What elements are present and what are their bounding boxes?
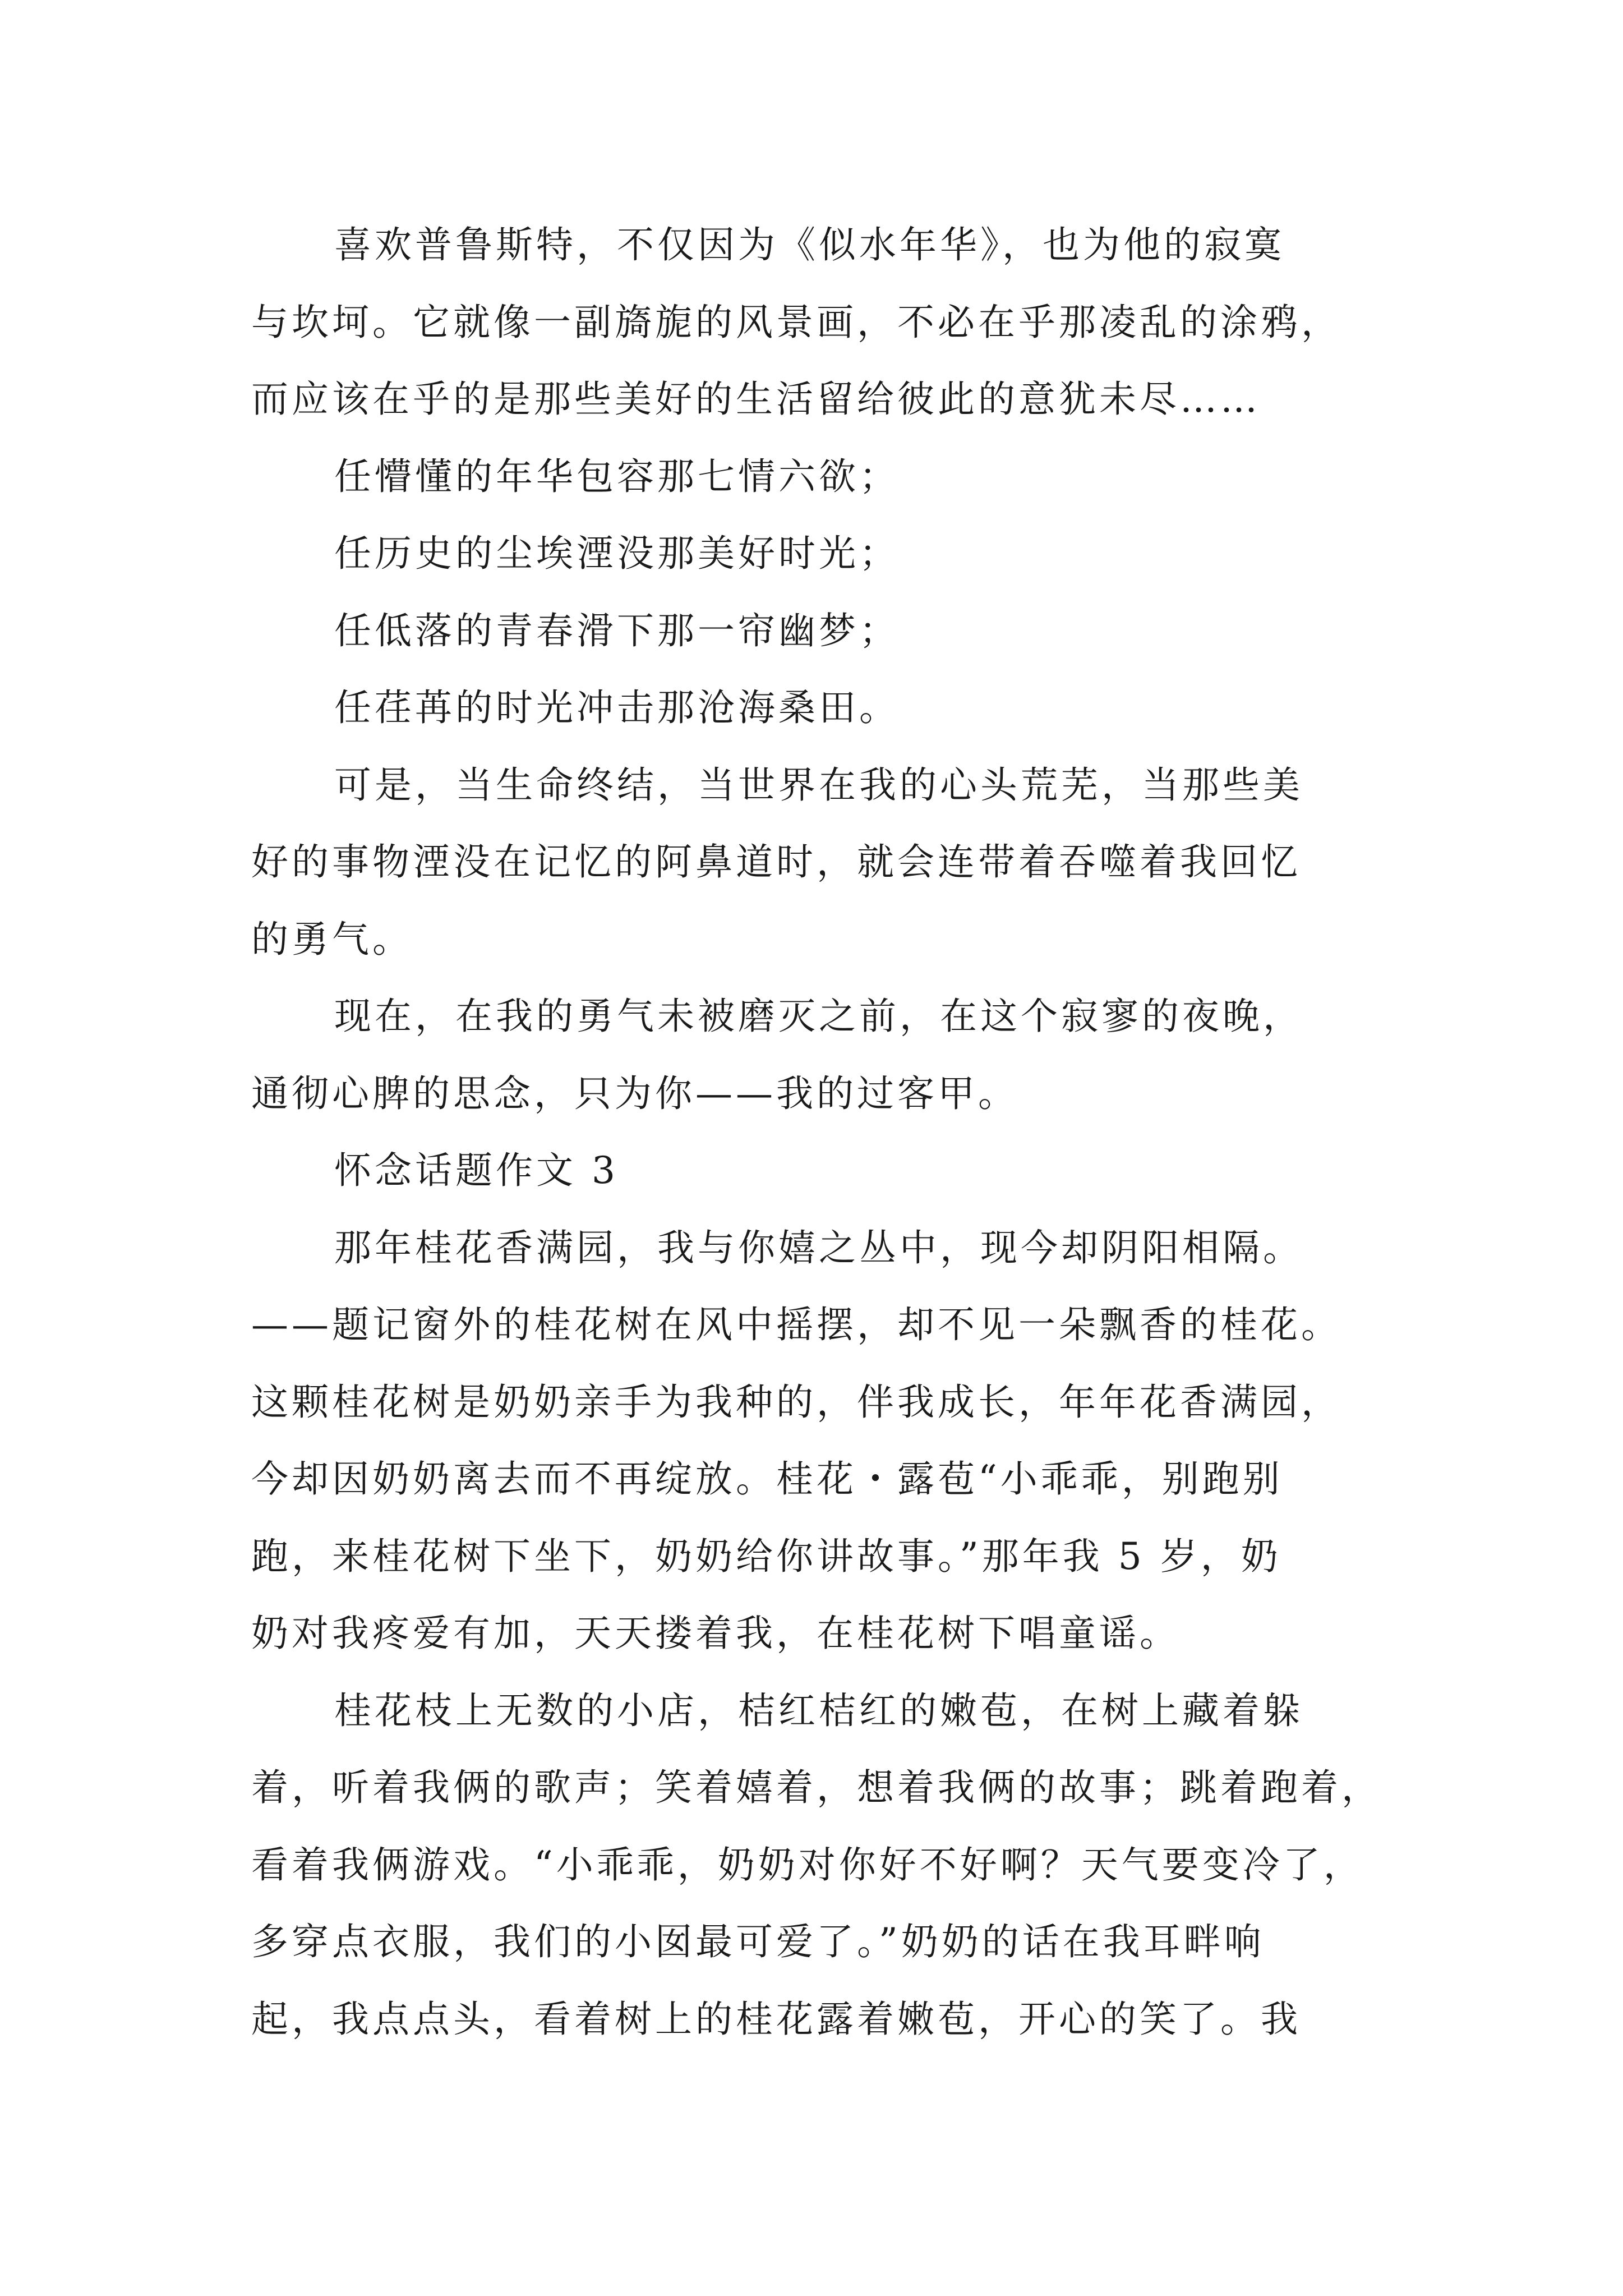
body-text — [251, 206, 1390, 2058]
text-line: 奶对我疼爱有加，天天搂着我，在桂花树下唱童谣。 — [251, 1612, 1180, 1655]
text-line: 这颗桂花树是奶奶亲手为我种的，伴我成长，年年花香满园， — [251, 1380, 1341, 1424]
text-line: 任低落的青春滑下那一帘幽梦； — [334, 609, 900, 652]
text-line: 起，我点点头，看着树上的桂花露着嫩苞，开心的笑了。我 — [251, 1997, 1301, 2041]
text-line: 桂花枝上无数的小店，桔红桔红的嫩苞，在树上藏着躲 — [334, 1688, 1303, 1732]
text-line: 跑，来桂花树下坐下，奶奶给你讲故事。”那年我 5 岁，奶 — [251, 1534, 1281, 1578]
text-line: 任懵懂的年华包容那七情六欲； — [334, 454, 900, 498]
text-line: 任荏苒的时光冲击那沧海桑田。 — [334, 686, 900, 729]
text-line: 那年桂花香满园，我与你嬉之丛中，现今却阴阳相隔。 — [334, 1226, 1303, 1269]
text-line: 今却因奶奶离去而不再绽放。桂花・露苞“小乖乖，别跑别 — [251, 1457, 1283, 1501]
text-line: 着，听着我俩的歌声；笑着嬉着，想着我俩的故事；跳着跑着， — [251, 1766, 1382, 1809]
section-heading: 怀念话题作文 3 — [334, 1149, 619, 1192]
text-line: 的勇气。 — [251, 917, 413, 961]
text-line: 通彻心脾的思念，只为你——我的过客甲。 — [251, 1071, 1018, 1115]
text-line: 好的事物湮没在记忆的阿鼻道时，就会连带着吞噬着我回忆 — [251, 840, 1301, 884]
text-line: 多穿点衣服，我们的小囡最可爱了。”奶奶的话在我耳畔响 — [251, 1920, 1265, 1963]
text-line: 看着我俩游戏。“小乖乖，奶奶对你好不好啊？天气要变冷了， — [251, 1843, 1364, 1887]
text-line: 与坎坷。它就像一副旖旎的风景画，不必在乎那凌乱的涂鸦， — [251, 300, 1341, 344]
text-line: 喜欢普鲁斯特，不仅因为《似水年华》，也为他的寂寞 — [334, 223, 1285, 266]
text-line: 而应该在乎的是那些美好的生活留给彼此的意犹未尽…… — [251, 378, 1261, 421]
text-line: 现在，在我的勇气未被磨灭之前，在这个寂寥的夜晚， — [334, 995, 1303, 1038]
text-line: ——题记窗外的桂花树在风中摇摆，却不见一朵飘香的桂花。 — [251, 1303, 1341, 1346]
text-line: 任历史的尘埃湮没那美好时光； — [334, 532, 900, 575]
text-line: 可是，当生命终结，当世界在我的心头荒芜，当那些美 — [334, 763, 1303, 807]
